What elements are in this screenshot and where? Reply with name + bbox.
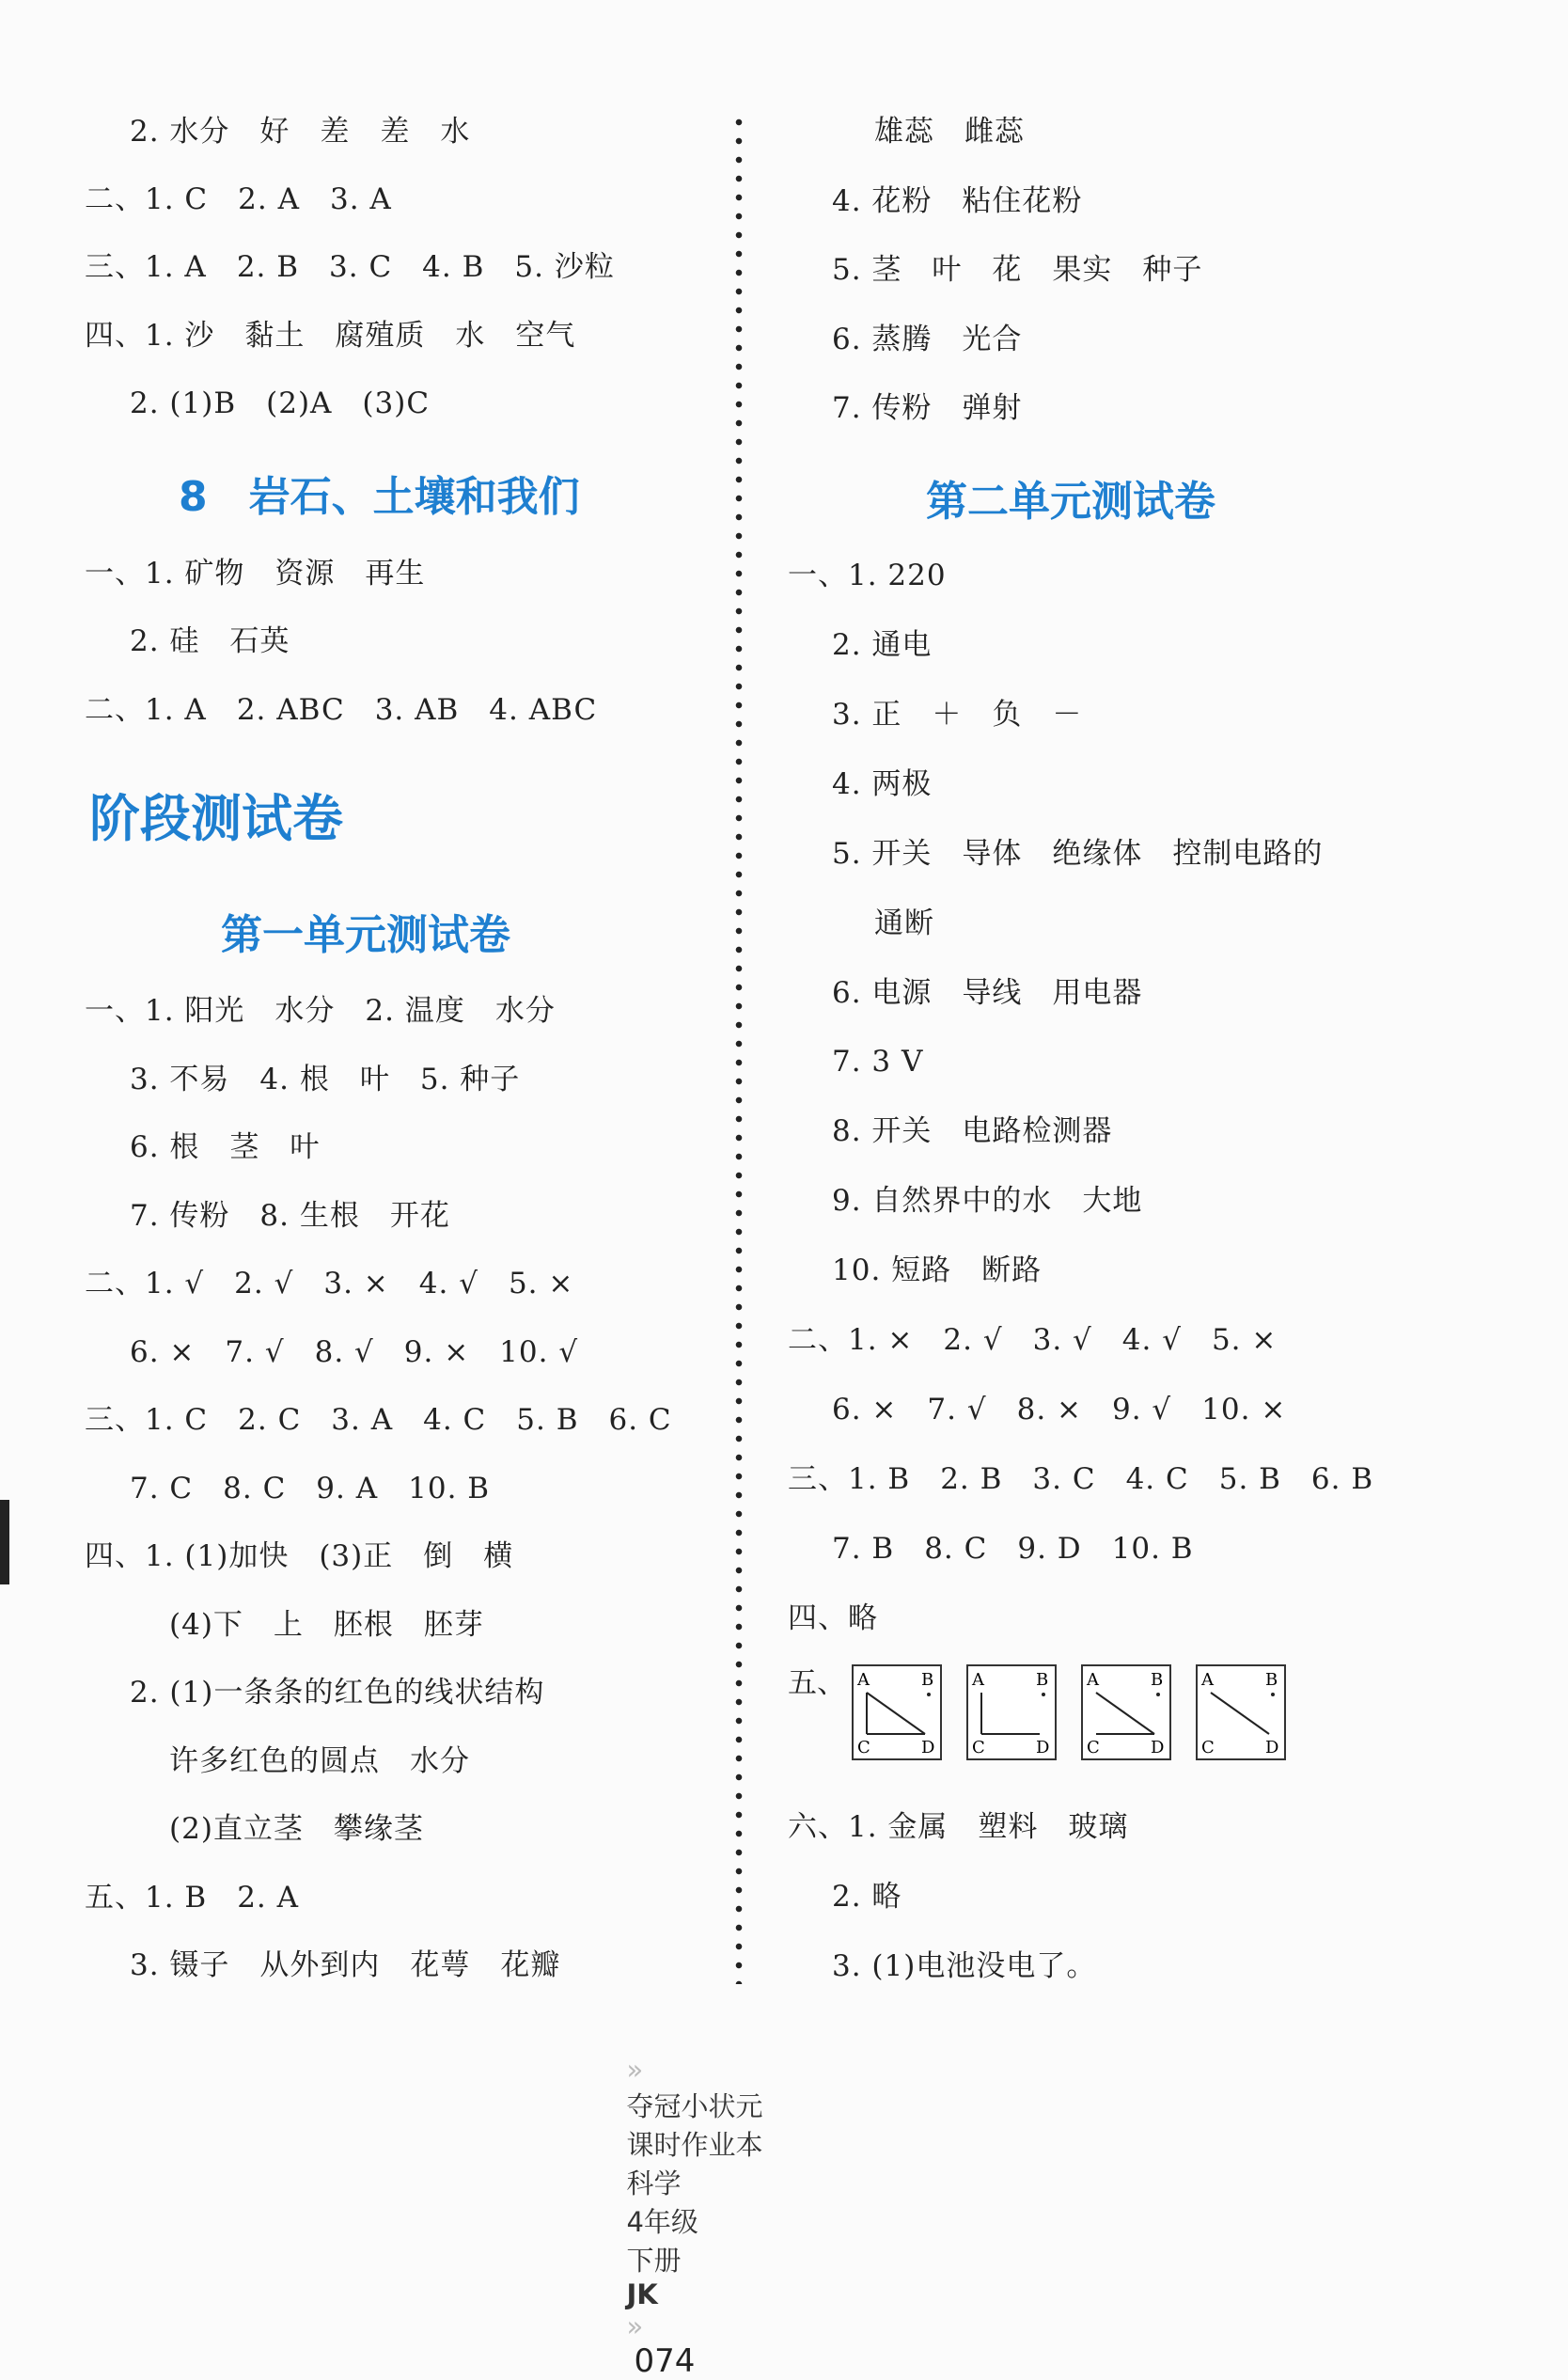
answer-line: 二、1. √ 2. √ 3. × 4. √ 5. ×: [85, 1267, 574, 1300]
column-divider: [735, 113, 743, 1984]
answer-line: 一、1. 阳光 水分 2. 温度 水分: [85, 994, 556, 1028]
answer-line: 三、1. B 2. B 3. C 4. C 5. B 6. B: [788, 1462, 1374, 1496]
answer-line: 6. 电源 导线 用电器: [832, 976, 1143, 1010]
answer-line: 二、1. × 2. √ 3. √ 4. √ 5. ×: [788, 1323, 1278, 1357]
answer-line: (2)直立茎 攀缘茎: [169, 1812, 424, 1846]
answer-line: 7. 3 V: [832, 1045, 924, 1079]
diagram-1-svg: [854, 1666, 940, 1758]
answer-line: 2. 通电: [832, 628, 933, 662]
answer-line: (4)下 上 胚根 胚芽: [169, 1608, 484, 1642]
unit1-title: 第一单元测试卷: [221, 911, 510, 959]
page-number: 074: [634, 2342, 696, 2380]
answer-line: 二、1. C 2. A 3. A: [85, 182, 392, 216]
corner-b: B: [1151, 1670, 1164, 1690]
answer-line: 3. 正 ＋ 负 －: [832, 698, 1083, 732]
corner-c: C: [1087, 1738, 1100, 1757]
answer-line: 6. × 7. √ 8. × 9. √ 10. ×: [832, 1393, 1287, 1426]
corner-c: C: [857, 1738, 870, 1757]
answer-line: 3. 不易 4. 根 叶 5. 种子: [130, 1063, 521, 1096]
corner-c: C: [972, 1738, 985, 1757]
corner-d: D: [1265, 1738, 1279, 1757]
answer-line: 7. B 8. C 9. D 10. B: [832, 1532, 1194, 1566]
footer-arrow-icon: »: [626, 2054, 644, 2086]
footer-volume: 下册: [626, 2245, 682, 2277]
answer-line: 四、略: [788, 1601, 878, 1635]
answer-line: 许多红色的圆点 水分: [169, 1744, 470, 1778]
corner-b: B: [921, 1670, 934, 1690]
q5-label: 五、: [788, 1666, 846, 1700]
answer-line: 2. 略: [832, 1880, 902, 1914]
answer-line: 8. 开关 电路检测器: [832, 1114, 1113, 1148]
answer-line: 三、1. C 2. C 3. A 4. C 5. B 6. C: [85, 1403, 672, 1437]
answer-line: 一、1. 矿物 资源 再生: [85, 557, 426, 591]
answer-line: 二、1. A 2. ABC 3. AB 4. ABC: [85, 693, 598, 727]
answer-line: 一、1. 220: [788, 559, 947, 592]
answer-line: 6. 根 茎 叶: [130, 1130, 321, 1164]
corner-d: D: [921, 1738, 935, 1757]
corner-c: C: [1201, 1738, 1215, 1757]
answer-line: 三、1. A 2. B 3. C 4. B 5. 沙粒: [85, 250, 615, 284]
answer-line: 4. 两极: [832, 767, 933, 801]
corner-a: A: [1201, 1670, 1214, 1690]
answer-line: 2. (1)一条条的红色的线状结构: [130, 1676, 545, 1710]
footer-subject: 科学: [626, 2167, 682, 2199]
corner-d: D: [1036, 1738, 1050, 1757]
answer-line: 5. 开关 导体 绝缘体 控制电路的: [832, 837, 1324, 871]
corner-a: A: [972, 1670, 984, 1690]
circuit-diagram-4: [1196, 1664, 1286, 1760]
footer-publisher: 夺冠小状元: [626, 2090, 763, 2122]
corner-a: A: [1087, 1670, 1099, 1690]
stage-test-title: 阶段测试卷: [89, 789, 343, 848]
answer-line: 10. 短路 断路: [832, 1253, 1043, 1287]
answer-line: 六、1. 金属 塑料 玻璃: [788, 1810, 1129, 1844]
answer-line: 2. 水分 好 差 差 水: [130, 115, 471, 149]
answer-line: 四、1. (1)加快 (3)正 倒 横: [85, 1539, 514, 1573]
corner-a: A: [857, 1670, 870, 1690]
footer-grade: 4年级: [626, 2206, 698, 2238]
corner-d: D: [1151, 1738, 1165, 1757]
answer-line: 3. 镊子 从外到内 花萼 花瓣: [130, 1948, 561, 1982]
answer-line: 2. 硅 石英: [130, 624, 290, 658]
unit2-title: 第二单元测试卷: [926, 478, 1215, 526]
section-title: 8 岩石、土壤和我们: [179, 473, 580, 521]
answer-line: 通断: [874, 906, 934, 940]
circuit-diagram-1: [852, 1664, 942, 1760]
answer-line: 6. 蒸腾 光合: [832, 323, 1023, 356]
answer-line: 7. 传粉 8. 生根 开花: [130, 1199, 450, 1233]
circuit-diagram-3: [1081, 1664, 1171, 1760]
diagram-4-svg: [1198, 1666, 1284, 1758]
q5-diagrams: [788, 1664, 1310, 1760]
answer-line: 3. (1)电池没电了。: [832, 1949, 1097, 1983]
answer-line: 5. 茎 叶 花 果实 种子: [832, 253, 1203, 287]
diagram-2-svg: [968, 1666, 1055, 1758]
circuit-diagram-2: [966, 1664, 1057, 1760]
corner-b: B: [1036, 1670, 1049, 1690]
corner-b: B: [1265, 1670, 1278, 1690]
answer-line: 五、1. B 2. A: [85, 1881, 300, 1915]
answer-line: 4. 花粉 粘住花粉: [832, 184, 1083, 218]
answer-line: 2. (1)B (2)A (3)C: [130, 386, 431, 420]
answer-line: 7. 传粉 弹射: [832, 391, 1023, 425]
answer-line: 6. × 7. √ 8. √ 9. × 10. √: [130, 1335, 579, 1369]
answer-line: 7. C 8. C 9. A 10. B: [130, 1472, 491, 1505]
answer-line: 雄蕊 雌蕊: [874, 115, 1025, 149]
footer-edition: JK: [626, 2278, 658, 2310]
footer-arrow-icon: »: [626, 2310, 644, 2342]
footer-book: 课时作业本: [626, 2129, 763, 2161]
scan-edge-mark: [0, 1500, 9, 1584]
answer-line: 9. 自然界中的水 大地: [832, 1184, 1143, 1218]
answer-line: 四、1. 沙 黏土 腐殖质 水 空气: [85, 319, 576, 353]
page-footer: [609, 2022, 762, 2380]
diagram-3-svg: [1083, 1666, 1169, 1758]
